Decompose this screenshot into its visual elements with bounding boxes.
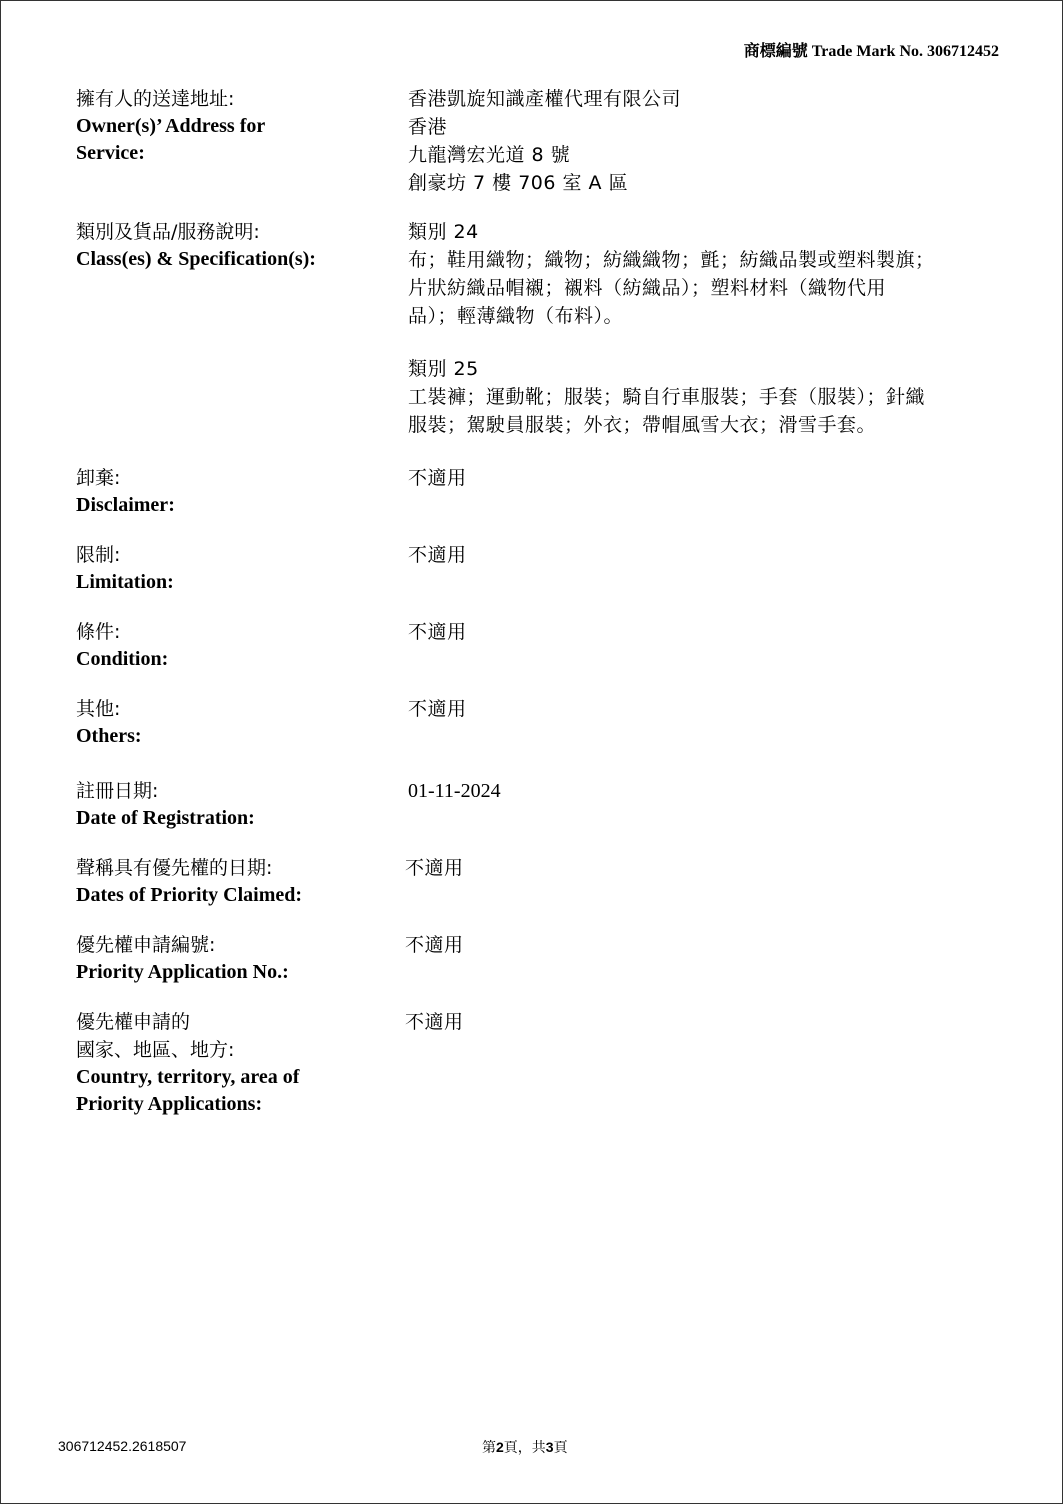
- condition-label: [76, 618, 408, 673]
- owner-address-value: [408, 85, 1006, 197]
- classes-field: [76, 218, 1006, 464]
- disclaimer-field: [76, 464, 1006, 541]
- priority-dates-label-zh: 聲稱具有優先權的日期:: [76, 857, 273, 879]
- class-spec-line: 工裝褲；運動靴；服裝；騎自行車服裝；手套（服裝）；針織: [408, 386, 926, 408]
- disclaimer-text: 不適用: [408, 467, 467, 489]
- registration-date-label: [76, 777, 408, 832]
- others-text: 不適用: [408, 698, 467, 720]
- priority-dates-label: [76, 854, 408, 909]
- priority-dates-text: 不適用: [405, 857, 464, 879]
- condition-field: [76, 618, 1006, 695]
- priority-country-label-zh-1: 優先權申請的: [76, 1011, 191, 1033]
- class-title: 類別 24: [408, 221, 479, 243]
- priority-country-label-zh-2: 國家、地區、地方:: [76, 1039, 235, 1061]
- priority-app-no-label-en: Priority Application No.:: [76, 961, 289, 983]
- limitation-text: 不適用: [408, 544, 467, 566]
- limitation-label: [76, 541, 408, 596]
- page-number: [482, 1437, 568, 1457]
- others-label-en: Others:: [76, 725, 142, 747]
- classes-value: [408, 218, 1006, 439]
- disclaimer-label-zh: 卸棄:: [76, 467, 121, 489]
- page-current: 2: [496, 1439, 504, 1455]
- owner-address-line: 九龍灣宏光道 8 號: [408, 144, 571, 166]
- priority-app-no-label-zh: 優先權申請編號:: [76, 934, 216, 956]
- limitation-label-zh: 限制:: [76, 544, 121, 566]
- priority-app-no-value: [405, 931, 1006, 959]
- page-suffix: 頁: [553, 1440, 568, 1456]
- priority-country-label-en-1: Country, territory, area of: [76, 1066, 300, 1088]
- limitation-label-en: Limitation:: [76, 571, 174, 593]
- registration-date-label-zh: 註冊日期:: [76, 780, 159, 802]
- class-block-25: [408, 355, 1006, 439]
- others-label: [76, 695, 408, 750]
- priority-dates-field: [76, 854, 1006, 931]
- class-spec-line: 片狀紡織品帽襯；襯料（紡織品）；塑料材料（織物代用: [408, 277, 887, 299]
- owner-address-label-en-1: Owner(s)’ Address for: [76, 115, 266, 137]
- page-prefix: 第: [482, 1440, 496, 1456]
- owner-address-label: [76, 85, 408, 167]
- limitation-value: [408, 541, 1006, 569]
- priority-country-text: 不適用: [405, 1011, 464, 1033]
- owner-address-line: 香港: [408, 116, 448, 138]
- priority-app-no-text: 不適用: [405, 934, 464, 956]
- classes-label: [76, 218, 408, 273]
- owner-address-field: [76, 85, 1006, 218]
- owner-address-label-zh: 擁有人的送達地址:: [76, 88, 235, 110]
- others-value: [408, 695, 1006, 723]
- priority-app-no-label: [76, 931, 408, 986]
- priority-country-label: [76, 1008, 408, 1118]
- disclaimer-label: [76, 464, 408, 519]
- priority-country-label-en-2: Priority Applications:: [76, 1093, 263, 1115]
- registration-date-text: 01-11-2024: [408, 780, 501, 802]
- record-fields: [76, 85, 1006, 1120]
- disclaimer-value: [408, 464, 1006, 492]
- classes-label-zh: 類別及貨品/服務說明:: [76, 221, 260, 243]
- condition-label-zh: 條件:: [76, 621, 121, 643]
- condition-text: 不適用: [408, 621, 467, 643]
- document-reference: 306712452.2618507: [58, 1438, 187, 1454]
- condition-value: [408, 618, 1006, 646]
- page-total: 3: [545, 1439, 554, 1455]
- others-label-zh: 其他:: [76, 698, 121, 720]
- owner-address-label-en-2: Service:: [76, 142, 145, 164]
- classes-label-en: Class(es) & Specification(s):: [76, 248, 316, 270]
- disclaimer-label-en: Disclaimer:: [76, 494, 175, 516]
- priority-dates-label-en: Dates of Priority Claimed:: [76, 884, 303, 906]
- limitation-field: [76, 541, 1006, 618]
- priority-country-field: [76, 1008, 1006, 1120]
- condition-label-en: Condition:: [76, 648, 169, 670]
- registration-date-value: [408, 777, 1006, 805]
- owner-address-line: 創豪坊 7 樓 706 室 A 區: [408, 172, 629, 194]
- class-spec-line: 服裝；駕駛員服裝；外衣；帶帽風雪大衣；滑雪手套。: [408, 414, 877, 436]
- page-middle: 頁，共: [503, 1440, 546, 1456]
- class-title: 類別 25: [408, 358, 479, 380]
- priority-country-value: [405, 1008, 1006, 1036]
- others-field: [76, 695, 1006, 777]
- priority-app-no-field: [76, 931, 1006, 1008]
- owner-address-line: 香港凱旋知識產權代理有限公司: [408, 88, 682, 110]
- class-block-24: [408, 218, 1006, 330]
- trade-mark-number: 商標編號 Trade Mark No. 306712452: [743, 43, 999, 60]
- registration-date-field: [76, 777, 1006, 854]
- registration-date-label-en: Date of Registration:: [76, 807, 255, 829]
- class-spec-line: 品）；輕薄織物（布料）。: [408, 305, 624, 327]
- priority-dates-value: [405, 854, 1006, 882]
- class-spec-line: 布；鞋用織物；織物；紡織織物；氈；紡織品製或塑料製旗；: [408, 249, 935, 271]
